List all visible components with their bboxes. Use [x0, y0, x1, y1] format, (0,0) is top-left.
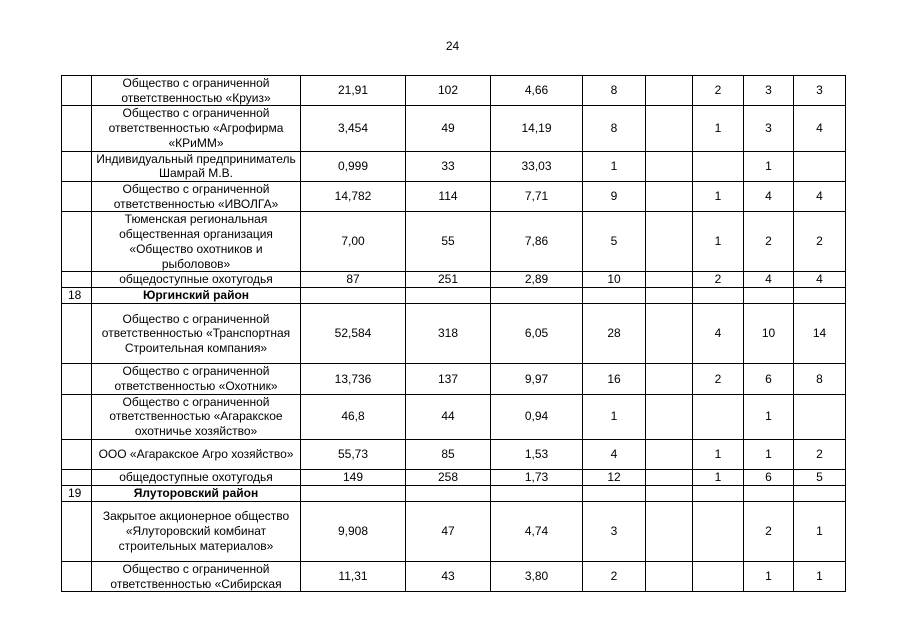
value-cell-7 [744, 485, 794, 501]
value-cell-6: 1 [693, 212, 744, 272]
organization-name-cell: Общество с ограниченной ответственностью «Охотник» [92, 364, 301, 394]
value-cell-3: 0,94 [491, 394, 583, 439]
organization-name-cell: Общество с ограниченной ответственностью «Агрофирма «КРиММ» [92, 106, 301, 151]
value-cell-7: 4 [744, 272, 794, 288]
value-cell-1: 11,31 [301, 561, 406, 591]
value-cell-7: 3 [744, 76, 794, 106]
value-cell-5 [646, 212, 693, 272]
value-cell-6: 2 [693, 76, 744, 106]
value-cell-2: 44 [406, 394, 491, 439]
value-cell-1: 14,782 [301, 181, 406, 211]
value-cell-4: 5 [583, 212, 646, 272]
value-cell-2 [406, 485, 491, 501]
value-cell-5 [646, 76, 693, 106]
value-cell-1: 87 [301, 272, 406, 288]
row-number-cell [62, 76, 92, 106]
value-cell-8: 2 [794, 439, 846, 469]
table-row [62, 212, 846, 272]
value-cell-1: 9,908 [301, 501, 406, 561]
value-cell-8: 5 [794, 469, 846, 485]
value-cell-2 [406, 288, 491, 304]
value-cell-7: 2 [744, 212, 794, 272]
organization-name-cell: Общество с ограниченной ответственностью «Транспортная Строительная компания» [92, 304, 301, 364]
table-body [62, 76, 846, 592]
hunting-grounds-table [61, 75, 846, 592]
value-cell-2: 251 [406, 272, 491, 288]
table-row [62, 439, 846, 469]
value-cell-3: 4,74 [491, 501, 583, 561]
value-cell-1 [301, 288, 406, 304]
value-cell-5 [646, 501, 693, 561]
value-cell-5 [646, 469, 693, 485]
value-cell-4: 16 [583, 364, 646, 394]
value-cell-6: 1 [693, 469, 744, 485]
value-cell-8: 4 [794, 106, 846, 151]
organization-name-cell: Общество с ограниченной ответственностью «Агаракское охотничье хозяйство» [92, 394, 301, 439]
value-cell-8 [794, 288, 846, 304]
value-cell-4: 3 [583, 501, 646, 561]
table-row [62, 561, 846, 591]
value-cell-6 [693, 561, 744, 591]
value-cell-2: 102 [406, 76, 491, 106]
value-cell-8: 14 [794, 304, 846, 364]
value-cell-7: 1 [744, 439, 794, 469]
value-cell-3: 3,80 [491, 561, 583, 591]
table-row [62, 106, 846, 151]
value-cell-1 [301, 485, 406, 501]
organization-name-cell: Закрытое акционерное общество «Ялуторовский комбинат строительных материалов» [92, 501, 301, 561]
value-cell-3: 1,53 [491, 439, 583, 469]
value-cell-6: 1 [693, 181, 744, 211]
value-cell-8 [794, 151, 846, 181]
value-cell-7: 1 [744, 561, 794, 591]
row-number-cell [62, 272, 92, 288]
organization-name-cell: Общество с ограниченной ответственностью «Круиз» [92, 76, 301, 106]
row-number-cell [62, 394, 92, 439]
row-number-cell [62, 212, 92, 272]
value-cell-6: 2 [693, 272, 744, 288]
value-cell-3 [491, 485, 583, 501]
district-name-cell: Юргинский район [92, 288, 301, 304]
value-cell-2: 47 [406, 501, 491, 561]
value-cell-2: 55 [406, 212, 491, 272]
value-cell-8: 4 [794, 272, 846, 288]
row-number-cell [62, 181, 92, 211]
value-cell-5 [646, 272, 693, 288]
table-row [62, 501, 846, 561]
value-cell-4: 2 [583, 561, 646, 591]
value-cell-5 [646, 485, 693, 501]
table-row [62, 181, 846, 211]
value-cell-3: 14,19 [491, 106, 583, 151]
value-cell-5 [646, 151, 693, 181]
value-cell-8: 8 [794, 364, 846, 394]
row-number-cell [62, 151, 92, 181]
value-cell-4: 8 [583, 76, 646, 106]
value-cell-5 [646, 394, 693, 439]
value-cell-2: 33 [406, 151, 491, 181]
value-cell-2: 258 [406, 469, 491, 485]
value-cell-8: 2 [794, 212, 846, 272]
value-cell-3: 33,03 [491, 151, 583, 181]
value-cell-2: 137 [406, 364, 491, 394]
row-number-cell: 19 [62, 485, 92, 501]
value-cell-1: 46,8 [301, 394, 406, 439]
page-number: 24 [445, 39, 460, 53]
table-row [62, 364, 846, 394]
table-row [62, 394, 846, 439]
value-cell-6 [693, 288, 744, 304]
value-cell-7: 1 [744, 151, 794, 181]
organization-name-cell: Тюменская региональная общественная организация «Общество охотников и рыболовов» [92, 212, 301, 272]
value-cell-1: 52,584 [301, 304, 406, 364]
value-cell-5 [646, 304, 693, 364]
value-cell-4: 1 [583, 394, 646, 439]
value-cell-6 [693, 151, 744, 181]
value-cell-7: 4 [744, 181, 794, 211]
value-cell-3: 1,73 [491, 469, 583, 485]
table-row [62, 151, 846, 181]
value-cell-5 [646, 364, 693, 394]
table-row [62, 76, 846, 106]
value-cell-3: 9,97 [491, 364, 583, 394]
row-number-cell [62, 469, 92, 485]
value-cell-6: 2 [693, 364, 744, 394]
value-cell-1: 55,73 [301, 439, 406, 469]
organization-name-cell: ООО «Агаракское Агро хозяйство» [92, 439, 301, 469]
organization-name-cell: общедоступные охотугодья [92, 469, 301, 485]
value-cell-6 [693, 501, 744, 561]
value-cell-3: 7,71 [491, 181, 583, 211]
value-cell-8: 1 [794, 561, 846, 591]
row-number-cell: 18 [62, 288, 92, 304]
value-cell-8: 3 [794, 76, 846, 106]
row-number-cell [62, 561, 92, 591]
row-number-cell [62, 304, 92, 364]
value-cell-2: 318 [406, 304, 491, 364]
value-cell-4: 12 [583, 469, 646, 485]
district-row [62, 485, 846, 501]
value-cell-1: 13,736 [301, 364, 406, 394]
district-row [62, 288, 846, 304]
value-cell-3: 4,66 [491, 76, 583, 106]
organization-name-cell: Общество с ограниченной ответственностью «Сибирская [92, 561, 301, 591]
value-cell-8: 1 [794, 501, 846, 561]
table-row [62, 469, 846, 485]
value-cell-1: 149 [301, 469, 406, 485]
value-cell-4: 28 [583, 304, 646, 364]
value-cell-7: 2 [744, 501, 794, 561]
value-cell-4: 9 [583, 181, 646, 211]
value-cell-6: 1 [693, 106, 744, 151]
row-number-cell [62, 106, 92, 151]
value-cell-5 [646, 288, 693, 304]
row-number-cell [62, 439, 92, 469]
value-cell-3 [491, 288, 583, 304]
organization-name-cell: Общество с ограниченной ответственностью «ИВОЛГА» [92, 181, 301, 211]
table-row [62, 304, 846, 364]
organization-name-cell: общедоступные охотугодья [92, 272, 301, 288]
value-cell-7: 3 [744, 106, 794, 151]
value-cell-4: 8 [583, 106, 646, 151]
value-cell-7: 10 [744, 304, 794, 364]
value-cell-3: 6,05 [491, 304, 583, 364]
value-cell-2: 114 [406, 181, 491, 211]
row-number-cell [62, 501, 92, 561]
value-cell-4 [583, 485, 646, 501]
value-cell-6 [693, 485, 744, 501]
value-cell-5 [646, 181, 693, 211]
value-cell-4: 10 [583, 272, 646, 288]
value-cell-1: 21,91 [301, 76, 406, 106]
value-cell-4 [583, 288, 646, 304]
value-cell-8 [794, 394, 846, 439]
value-cell-7: 6 [744, 469, 794, 485]
value-cell-1: 0,999 [301, 151, 406, 181]
value-cell-3: 7,86 [491, 212, 583, 272]
table-row [62, 272, 846, 288]
value-cell-5 [646, 561, 693, 591]
value-cell-7: 6 [744, 364, 794, 394]
value-cell-8 [794, 485, 846, 501]
row-number-cell [62, 364, 92, 394]
district-name-cell: Ялуторовский район [92, 485, 301, 501]
value-cell-2: 49 [406, 106, 491, 151]
value-cell-4: 4 [583, 439, 646, 469]
value-cell-5 [646, 106, 693, 151]
value-cell-6: 1 [693, 439, 744, 469]
value-cell-2: 85 [406, 439, 491, 469]
value-cell-3: 2,89 [491, 272, 583, 288]
value-cell-1: 7,00 [301, 212, 406, 272]
value-cell-7: 1 [744, 394, 794, 439]
value-cell-6 [693, 394, 744, 439]
value-cell-6: 4 [693, 304, 744, 364]
value-cell-8: 4 [794, 181, 846, 211]
value-cell-1: 3,454 [301, 106, 406, 151]
value-cell-7 [744, 288, 794, 304]
organization-name-cell: Индивидуальный предприниматель Шамрай М.В. [92, 151, 301, 181]
value-cell-4: 1 [583, 151, 646, 181]
value-cell-2: 43 [406, 561, 491, 591]
value-cell-5 [646, 439, 693, 469]
